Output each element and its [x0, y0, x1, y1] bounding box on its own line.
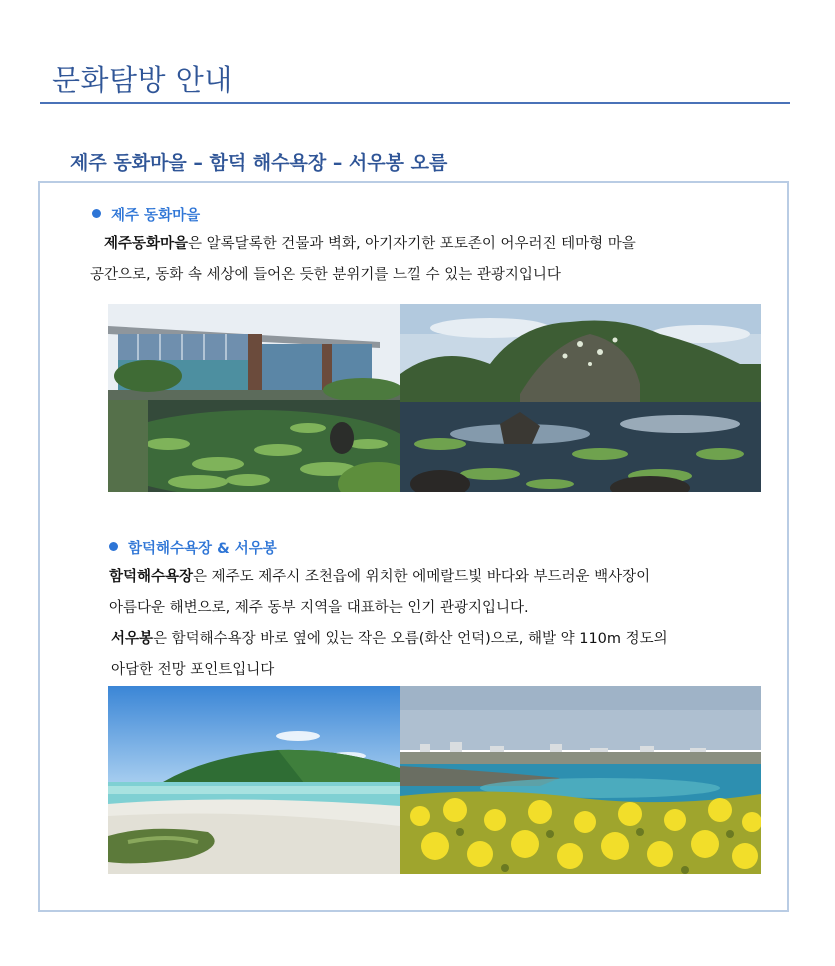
section2-paragraph-seoubong — [111, 624, 668, 686]
section-heading-label: 함덕해수욕장 & 서우봉 — [128, 541, 277, 557]
route-title: 제주 동화마을 – 함덕 해수욕장 – 서우봉 오름 — [70, 152, 448, 174]
photo-fairytale-village-building — [108, 304, 400, 492]
paragraph-keyword: 서우봉 — [111, 631, 154, 647]
section-heading-hamdeok-seoubong — [109, 537, 277, 558]
paragraph-text: 은 함덕해수욕장 바로 옆에 있는 작은 오름(화산 언덕)으로, 해발 약 110m 정도의 — [153, 631, 668, 647]
section-heading-fairytale-village — [92, 204, 200, 225]
photo-hamdeok-beach — [108, 686, 400, 874]
paragraph-line — [111, 624, 668, 655]
paragraph-text: 은 알록달록한 건물과 벽화, 아기자기한 포토존이 어우러진 테마형 마을 — [188, 236, 636, 252]
paragraph-line — [104, 229, 636, 260]
paragraph-line: 공간으로, 동화 속 세상에 들어온 듯한 분위기를 느낄 수 있는 관광지입니다 — [90, 267, 561, 283]
paragraph-line: 아담한 전망 포인트입니다 — [111, 662, 275, 678]
paragraph-text: 은 제주도 제주시 조천읍에 위치한 에메랄드빛 바다와 부드러운 백사장이 — [193, 569, 651, 585]
paragraph-line — [109, 562, 650, 593]
section1-paragraph — [90, 229, 636, 291]
paragraph-keyword: 제주동화마을 — [104, 236, 189, 252]
photo-seoubong-canola — [400, 686, 761, 874]
paragraph-keyword: 함덕해수욕장 — [109, 569, 194, 585]
paragraph-line: 아름다운 해변으로, 제주 동부 지역을 대표하는 인기 관광지입니다. — [109, 600, 529, 616]
section-heading-label: 제주 동화마을 — [111, 208, 201, 224]
photo-fairytale-village-pond — [400, 304, 761, 492]
bullet-icon — [109, 542, 118, 551]
bullet-icon — [92, 209, 101, 218]
section2-paragraph-hamdeok — [109, 562, 650, 624]
page-title: 문화탐방 안내 — [52, 63, 233, 97]
title-divider — [40, 102, 790, 104]
